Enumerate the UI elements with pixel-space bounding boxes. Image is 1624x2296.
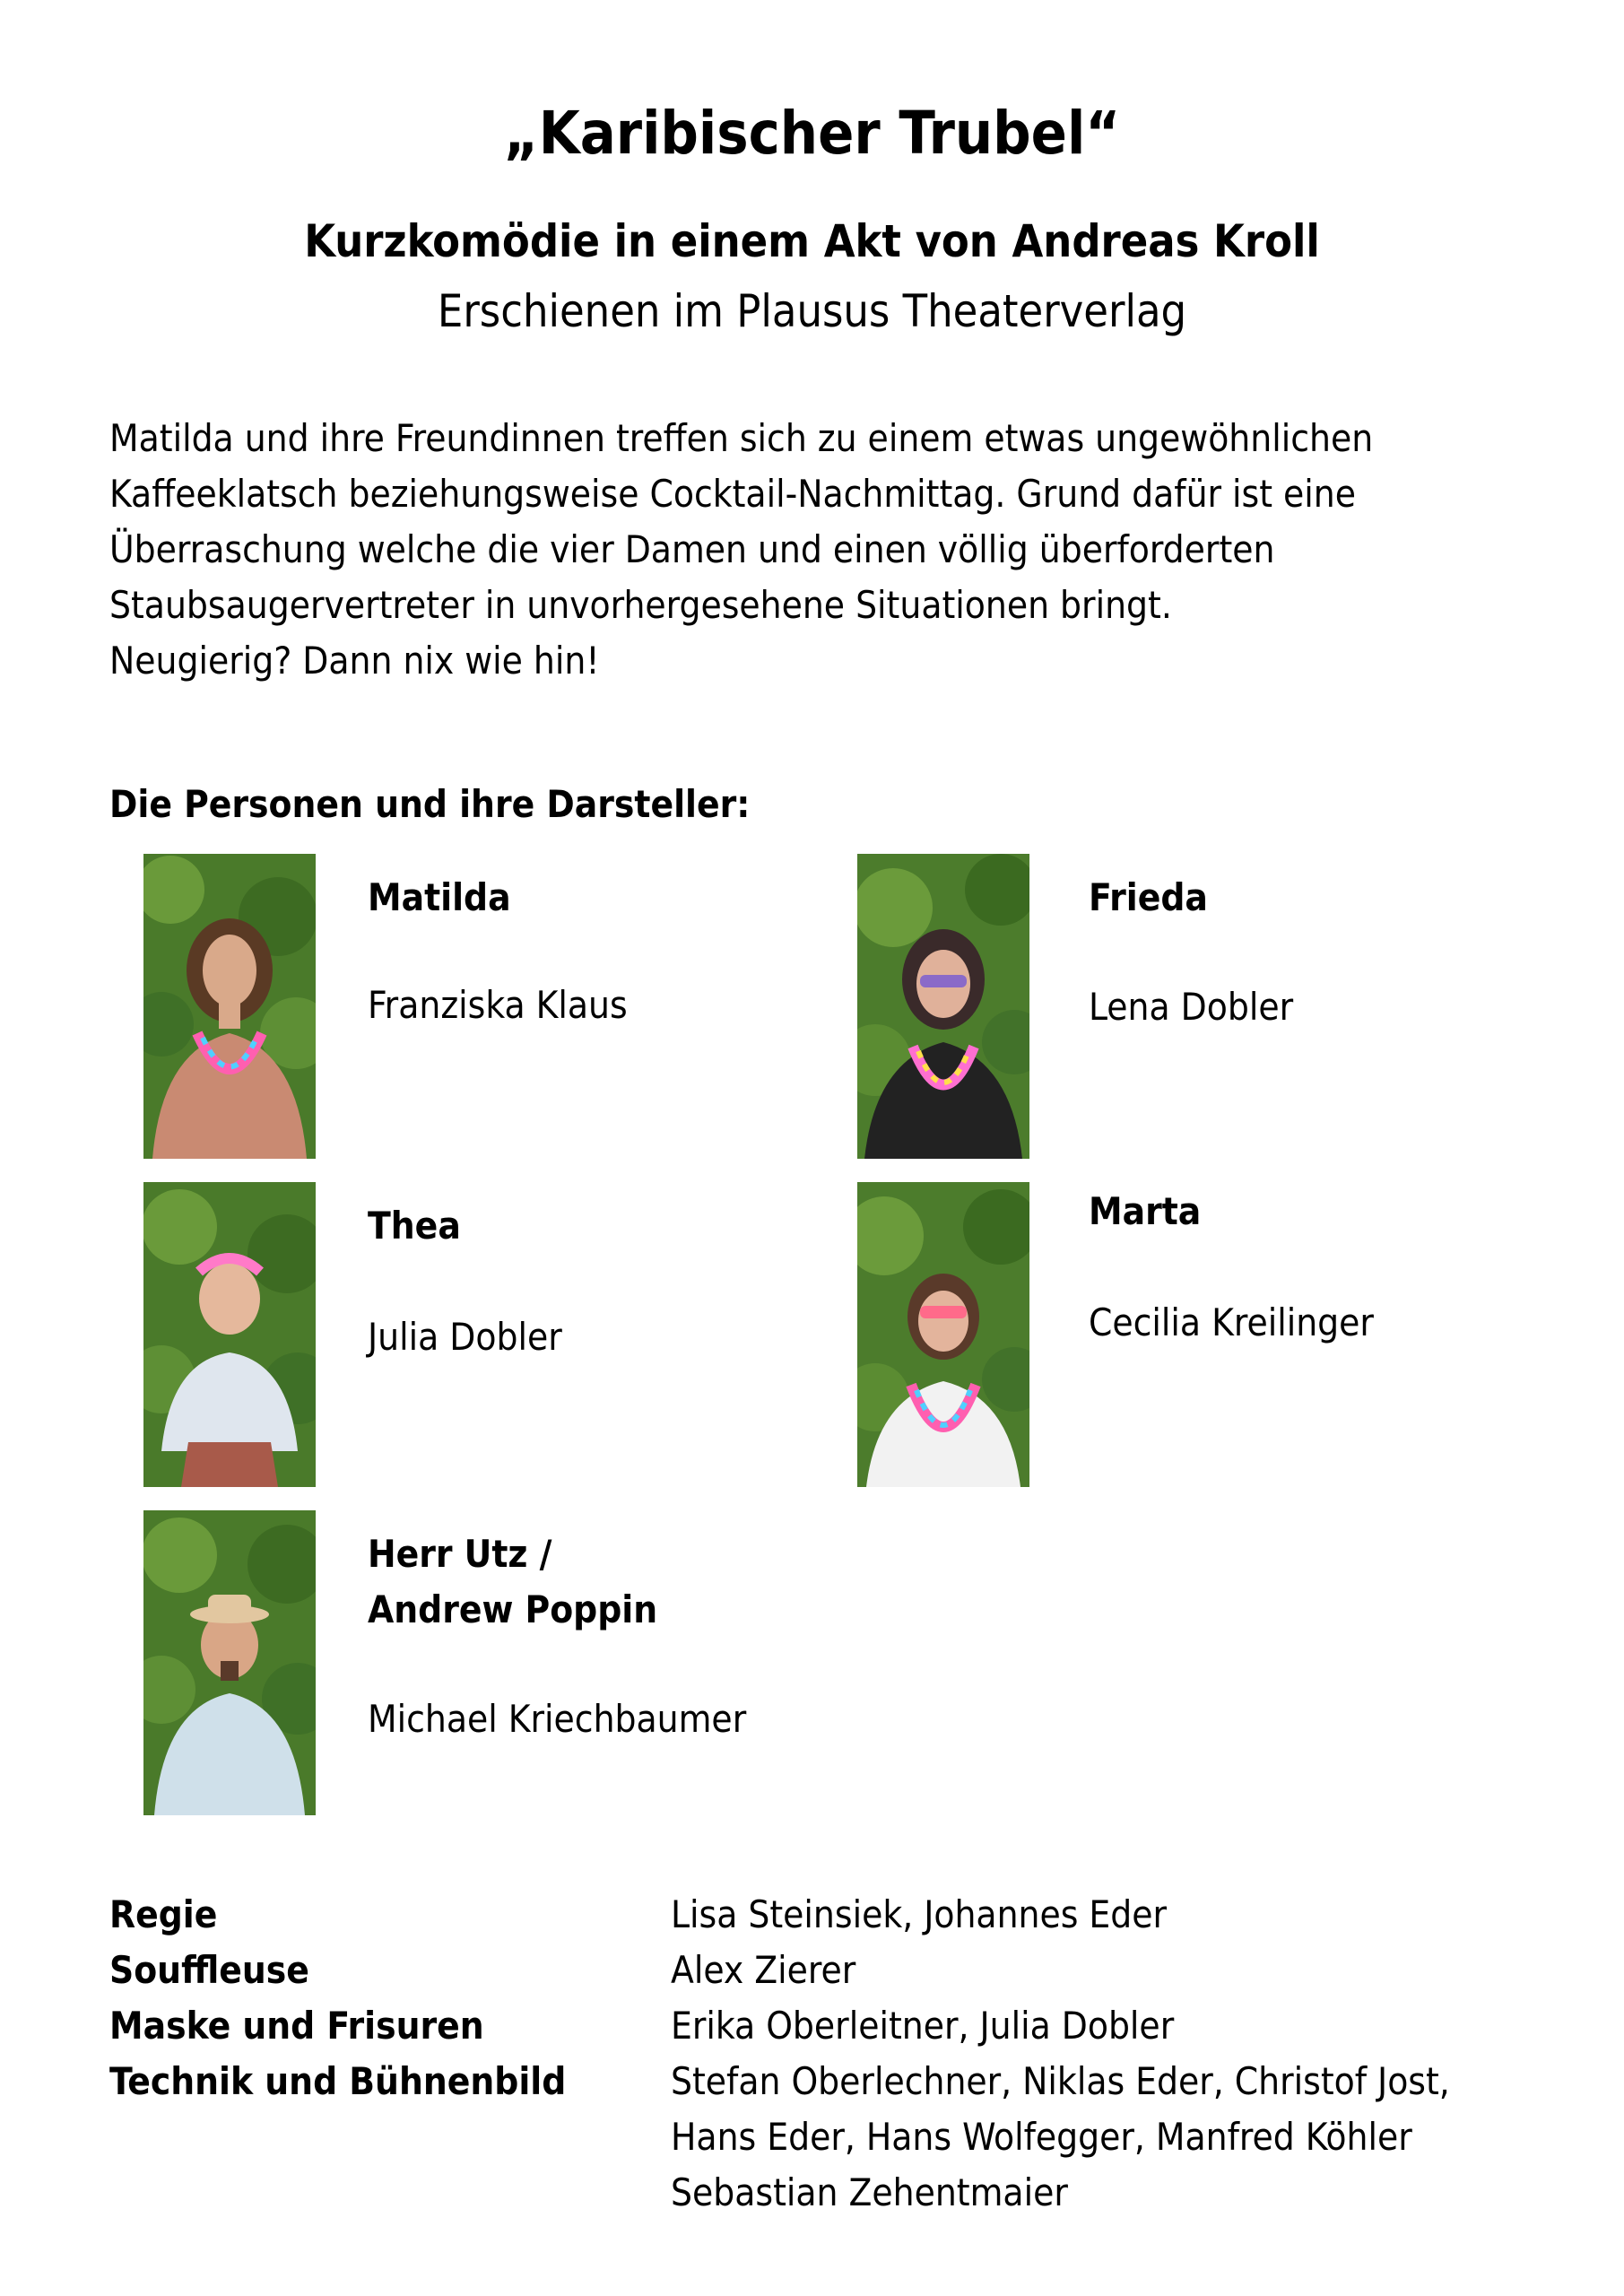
intro-line: Neugierig? Dann nix wie hin! <box>109 639 600 683</box>
portrait-image <box>857 1182 1029 1487</box>
document-subtitle: Kurzkomödie in einem Akt von Andreas Kroll <box>304 215 1320 267</box>
role-name: Thea <box>368 1204 461 1248</box>
credit-label: Technik und Bühnenbild <box>109 2059 567 2103</box>
portrait-image <box>143 1182 316 1487</box>
intro-line: Staubsaugervertreter in unvorhergesehene Situationen bringt. <box>109 583 1172 627</box>
intro-line: Matilda und ihre Freundinnen treffen sich zu einem etwas ungewöhnlichen <box>109 416 1374 460</box>
actor-photo-herr-utz <box>143 1510 316 1815</box>
credit-value: Sebastian Zehentmaier <box>671 2170 1068 2214</box>
actor-photo-thea <box>143 1182 316 1487</box>
role-name: Frieda <box>1089 875 1208 919</box>
credit-label: Regie <box>109 1892 218 1936</box>
role-name-line: Herr Utz / <box>368 1532 552 1576</box>
intro-line: Kaffeeklatsch beziehungsweise Cocktail-Nachmittag. Grund dafür ist eine <box>109 472 1356 516</box>
actor-photo-frieda <box>857 854 1029 1159</box>
credit-label: Maske und Frisuren <box>109 2004 484 2048</box>
portrait-image <box>143 1510 316 1815</box>
credit-value: Lisa Steinsiek, Johannes Eder <box>671 1892 1168 1936</box>
portrait-image <box>143 854 316 1159</box>
intro-paragraph <box>109 411 1544 689</box>
credit-label: Souffleuse <box>109 1948 309 1992</box>
actor-name: Michael Kriechbaumer <box>368 1697 747 1741</box>
actor-photo-matilda <box>143 854 316 1159</box>
document-title: „Karibischer Trubel“ <box>503 99 1121 168</box>
role-name: Marta <box>1089 1189 1202 1233</box>
credit-value: Alex Zierer <box>671 1948 856 1992</box>
credit-value: Stefan Oberlechner, Niklas Eder, Christof Jost, <box>671 2059 1450 2103</box>
publisher-line: Erschienen im Plausus Theaterverlag <box>437 285 1187 337</box>
actor-name: Franziska Klaus <box>368 983 628 1027</box>
portrait-image <box>857 854 1029 1159</box>
actor-photo-marta <box>857 1182 1029 1487</box>
role-name-line: Andrew Poppin <box>368 1587 658 1631</box>
credit-value: Hans Eder, Hans Wolfegger, Manfred Köhler <box>671 2115 1412 2159</box>
intro-line: Überraschung welche die vier Damen und einen völlig überforderten <box>109 527 1275 571</box>
actor-name: Cecilia Kreilinger <box>1089 1300 1374 1344</box>
role-name: Matilda <box>368 875 511 919</box>
cast-heading: Die Personen und ihre Darsteller: <box>109 782 751 826</box>
credit-value: Erika Oberleitner, Julia Dobler <box>671 2004 1175 2048</box>
actor-name: Lena Dobler <box>1089 985 1294 1029</box>
actor-name: Julia Dobler <box>368 1315 562 1359</box>
